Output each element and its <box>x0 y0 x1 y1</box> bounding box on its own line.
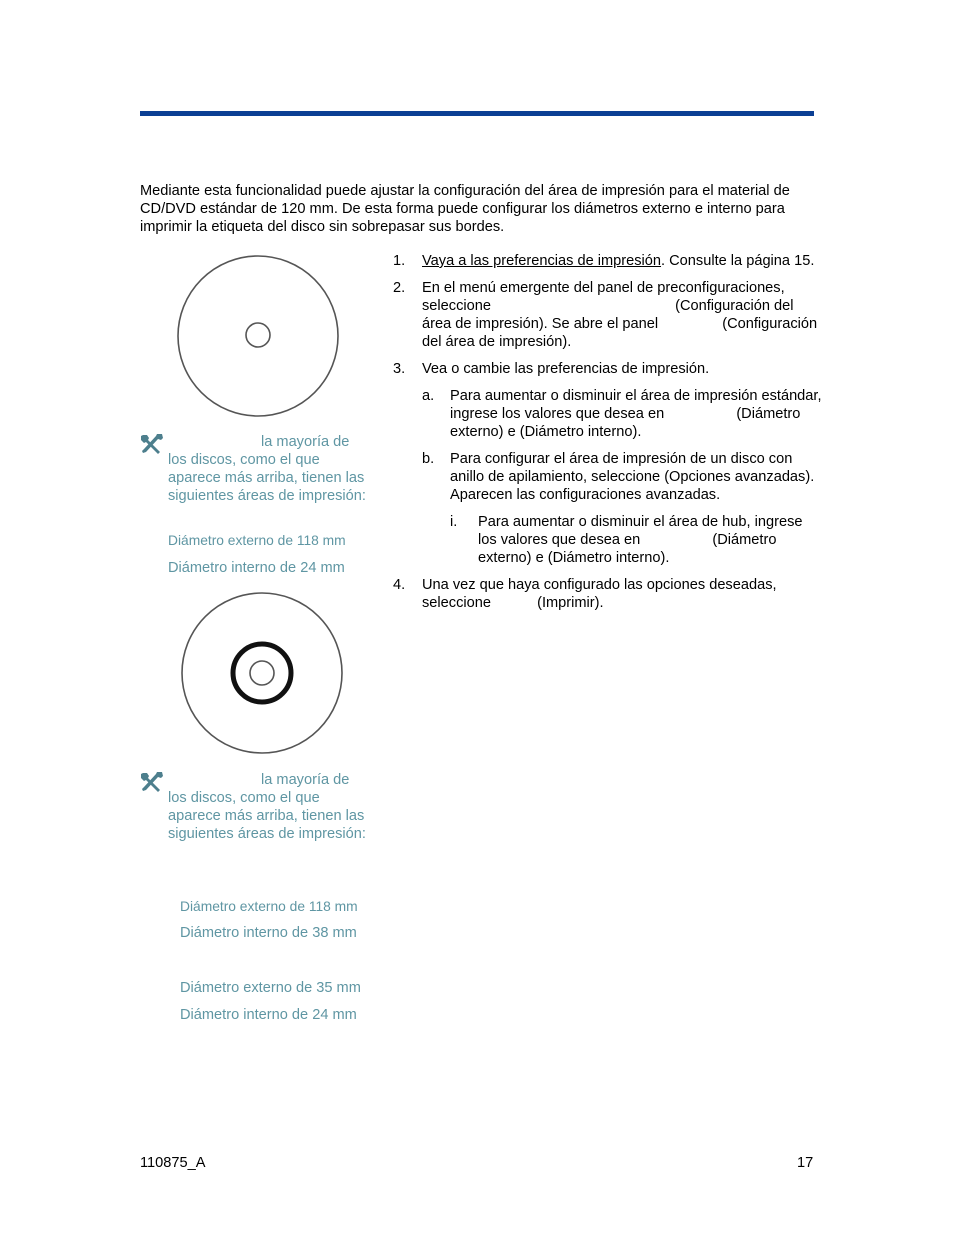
cd-disc-stacking-ring-image <box>179 591 345 757</box>
step-1-number: 1. <box>393 253 406 269</box>
tip-note-2 <box>140 771 370 843</box>
step-3b-i-text-a: Para aumentar o disminuir el área de hub, ingrese los valores que desea en <box>478 514 803 548</box>
step-3b-i-number: i. <box>450 514 458 530</box>
step-2-text-b: (Configuración del área de impresión). Se abre el panel <box>422 298 794 332</box>
cd-disc-standard-image <box>175 253 341 419</box>
tip-2-outer-diameter-1: Diámetro externo de 118 mm <box>180 899 358 914</box>
step-4-number: 4. <box>393 577 406 593</box>
tools-icon <box>140 771 164 793</box>
step-3-text: Vea o cambie las preferencias de impresión. <box>422 361 710 377</box>
tip-note-1 <box>140 433 370 505</box>
step-3b-text-b: (Opciones avanzadas). Aparecen las configuraciones avanzadas. <box>450 469 815 503</box>
print-preferences-link[interactable]: Vaya a las preferencias de impresión <box>422 253 662 269</box>
step-3b-text-a: Para configurar el área de impresión de un disco con anillo de apilamiento, seleccione <box>450 451 793 485</box>
step-3b-i-text-c: (Diámetro interno). <box>547 550 670 566</box>
tip-2-lead: la mayoría de <box>261 772 350 788</box>
tip-1-inner-diameter: Diámetro interno de 24 mm <box>168 560 345 576</box>
step-3a-letter: a. <box>422 388 435 404</box>
tip-1-outer-diameter: Diámetro externo de 118 mm <box>168 533 346 548</box>
step-3 <box>393 360 823 567</box>
step-3b-letter: b. <box>422 451 435 467</box>
step-2-text-a: En el menú emergente del panel de preconfiguraciones, seleccione <box>422 280 785 314</box>
step-4-text-b: (Imprimir). <box>537 595 604 611</box>
step-3a <box>422 387 823 441</box>
tip-2-inner-diameter-1: Diámetro interno de 38 mm <box>180 925 357 941</box>
step-3b-i <box>450 513 823 567</box>
step-3a-text-b: (Diámetro externo) e <box>450 406 801 440</box>
step-3b <box>422 450 823 567</box>
step-3-number: 3. <box>393 361 406 377</box>
tip-2-outer-diameter-2: Diámetro externo de 35 mm <box>180 980 361 996</box>
step-2 <box>393 279 823 351</box>
tip-2-body: los discos, como el que aparece más arriba, tienen las siguientes áreas de impresión: <box>168 790 366 842</box>
step-2-text-c: (Configuración del área de impresión). <box>422 316 818 350</box>
step-3b-i-text-b: (Diámetro externo) e <box>478 532 777 566</box>
document-number: 110875_A <box>140 1155 206 1171</box>
step-3a-text-c: (Diámetro interno). <box>519 424 642 440</box>
step-4-text-a: Una vez que haya configurado las opciones deseadas, seleccione <box>422 577 777 611</box>
tip-1-body: los discos, como el que aparece más arriba, tienen las siguientes áreas de impresión: <box>168 452 366 504</box>
header-rule <box>140 111 814 116</box>
tools-icon <box>140 433 164 455</box>
step-3a-text-a: Para aumentar o disminuir el área de impresión estándar, ingrese los valores que desea en <box>450 388 822 422</box>
page-number: 17 <box>797 1155 814 1171</box>
procedure-steps <box>393 252 823 621</box>
intro-paragraph: Mediante esta funcionalidad puede ajustar la configuración del área de impresión para el material de CD/DVD estándar de 120 mm. De esta forma puede configurar los diámetros externo e interno para imprimir la etiqueta del disco sin sobrepasar sus bordes. <box>140 183 790 235</box>
step-1 <box>393 252 823 270</box>
step-1-rest: . Consulte la página 15. <box>661 253 815 269</box>
step-4 <box>393 576 823 612</box>
tip-1-lead: la mayoría de <box>261 434 350 450</box>
tip-2-inner-diameter-2: Diámetro interno de 24 mm <box>180 1007 357 1023</box>
step-2-number: 2. <box>393 280 406 296</box>
